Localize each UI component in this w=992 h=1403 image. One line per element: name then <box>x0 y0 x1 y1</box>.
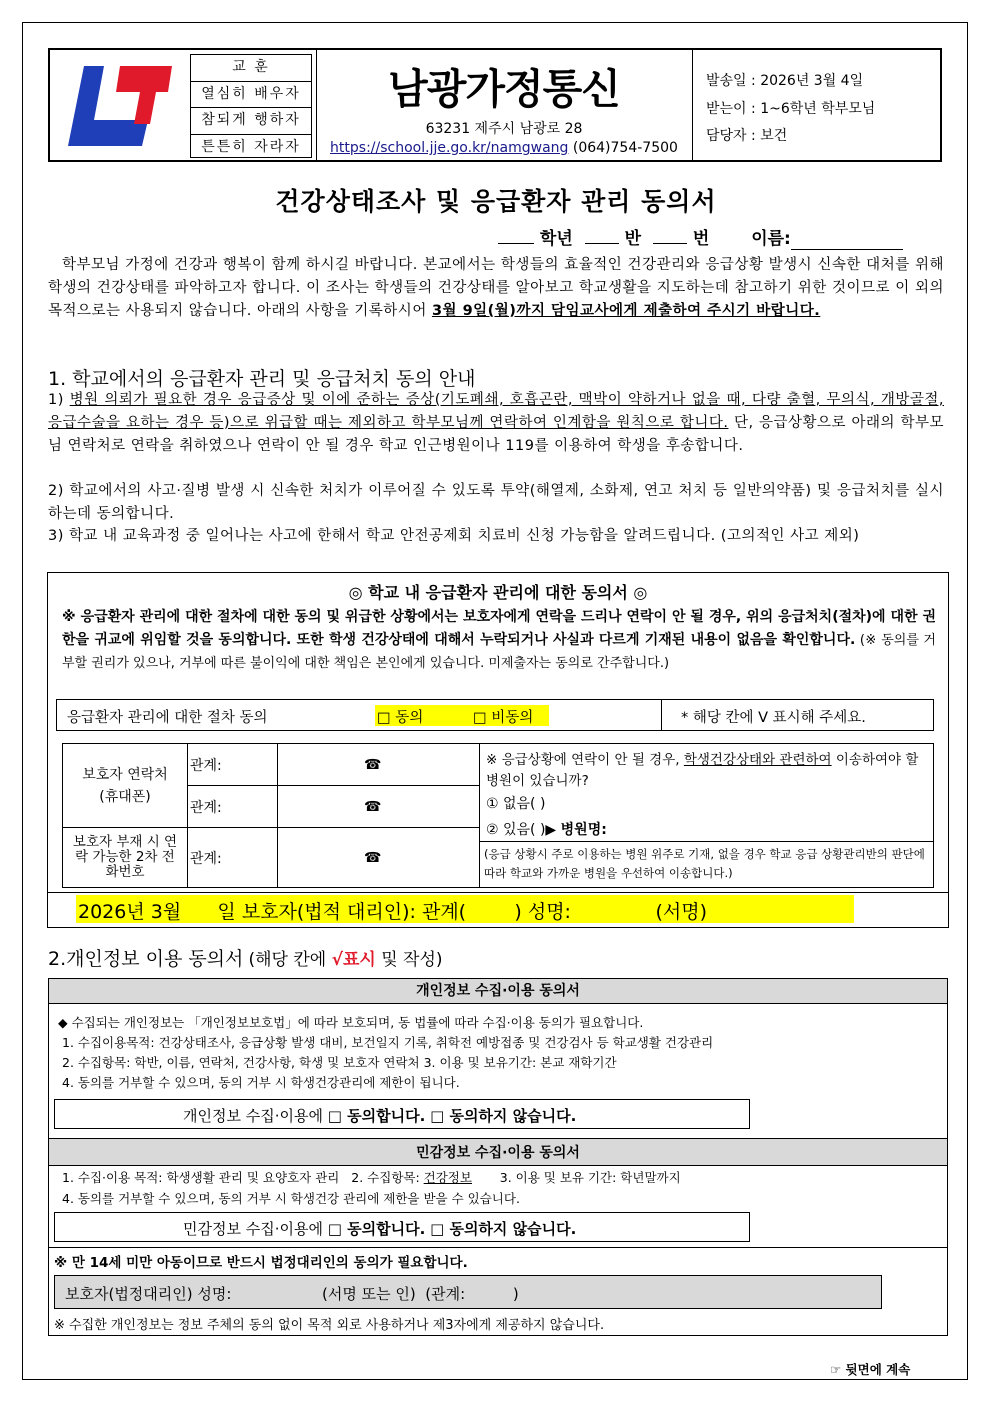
sensitive-consent-row <box>54 1212 750 1242</box>
school-url-link[interactable]: https://school.jje.go.kr/namgwang <box>330 140 569 156</box>
motto-line: 열심히 배우자 <box>191 82 311 109</box>
motto-line: 참되게 행하자 <box>191 108 311 135</box>
privacy-agree-checkbox[interactable]: □ 동의합니다. <box>327 1107 426 1125</box>
section1-item1: 1) 병원 의뢰가 필요한 경우 응급증상 및 이에 준하는 증상(기도폐쇄, 호흡곤란, 맥박이 약하거나 없을 때, 다량 출혈, 무의식, 개방골절, 응급수술을 요하는 경우 등)으로 위급할 때는 제외하고 학부모님께 연락하여 인계함을 원칙으로 합니다. 단, 응급상황으로 아래의 학부모님 연락처로 연락을 취하였으나 연락이 안 될 경우 학교 인근병원이나 119를 이용하여 학생을 후송합니다. <box>48 392 944 454</box>
relation-field[interactable]: 관계: <box>188 786 278 828</box>
sensitive-title: 민감정보 수집·이용 동의서 <box>49 1139 947 1166</box>
intro-paragraph: 학부모님 가정에 건강과 행복이 함께 하시길 바랍니다. 본교에서는 학생들의 효율적인 건강관리와 응급상황 발생시 신속한 대처를 위해 학생의 건강상태를 파악하고자 합니다. 이 조사는 학생들의 건강상태를 알아보고 학교생활을 지도하는데 참고하기 위한 것이므로 이 외의 목적으로는 사용되지 않습니다. 아래의 사항을 기록하시어 3월 9일(월)까지 담임교사에게 제출하여 주시기 바랍니다. <box>48 257 944 319</box>
privacy-consent-label: 개인정보 수집·이용에 <box>183 1107 323 1125</box>
school-address: 63231 제주시 남광로 28 <box>425 121 583 137</box>
sensitive-disagree-checkbox[interactable]: □ 동의하지 않습니다. <box>430 1220 577 1238</box>
consent-notice: ※ 응급환자 관리에 대한 절차에 대한 동의 및 위급한 상황에서는 보호자에게 연락을 드리나 연락이 안 될 경우, 위의 응급처치(절차)에 대한 권한을 귀교에 위임할 것을 동의합니다. 또한 학생 건강상태에 대해서 누락되거나 사실과 다르게 기재된 내용이 없음을 확인합니다. (※ 동의를 거부할 권리가 있으나, 거부에 따른 불이익에 대한 책임은 본인에게 있습니다. 미제출자는 동의로 간주합니다.) <box>62 609 936 671</box>
deadline-text: 3월 9일(월)까지 담임교사에게 제출하여 주시기 바랍니다. <box>431 303 821 319</box>
mark-hint: * 해당 칸에 V 표시해 주세요. <box>681 710 866 726</box>
guardian-contact-cell: 보호자 연락처 (휴대폰) <box>63 744 188 828</box>
motto-title: 교 훈 <box>191 55 311 82</box>
school-phone: (064)754-7500 <box>572 140 678 156</box>
section1-item2: 2) 학교에서의 사고·질병 발생 시 신속한 처치가 이루어질 수 있도록 투약(해열제, 소화제, 연고 처치 등 일반의약품) 및 응급처치를 실시하는데 동의합니다. <box>48 483 944 522</box>
name-field[interactable] <box>791 229 903 250</box>
recipient: 받는이 : 1~6학년 학부모님 <box>706 101 876 117</box>
sensitive-agree-checkbox[interactable]: □ 동의합니다. <box>327 1220 426 1238</box>
hospital-question: ※ 응급상황에 연락이 안 될 경우, 학생건강상태와 관련하여 이송하여야 할 병원이 있습니까? <box>486 752 919 789</box>
guardian-signature-row[interactable] <box>54 1275 882 1309</box>
section1-item3: 3) 학교 내 교육과정 중 일어나는 사고에 한해서 학교 안전공제회 치료비 신청 가능함을 알려드립니다. (고의적인 사고 제외) <box>48 528 860 544</box>
guardian-sign-line[interactable]: 2026년 3월 일 보호자(법적 대리인): 관계( ) 성명: (서명) <box>78 901 708 923</box>
motto-line: 튼튼히 자라자 <box>201 138 301 155</box>
hospital-option-none[interactable]: ① 없음( ) <box>486 796 546 812</box>
phone-icon[interactable]: ☎ <box>278 786 480 828</box>
continue-note: ☞ 뒷면에 계속 <box>830 1362 911 1377</box>
relation-field[interactable]: 관계: <box>188 828 278 888</box>
agree-checkbox[interactable]: □ 동의 <box>377 710 424 726</box>
privacy-title: 개인정보 수집·이용 동의서 <box>49 979 947 1004</box>
name-label: 이름: <box>751 229 791 249</box>
contact-table <box>62 743 480 888</box>
hospital-name-label: 병원명: <box>560 822 607 838</box>
newsletter-title: 남광가정통신 <box>388 65 620 113</box>
newsletter-header <box>48 48 942 162</box>
student-info-line <box>498 224 903 250</box>
document-title: 건강상태조사 및 응급환자 관리 동의서 <box>275 187 717 216</box>
procedure-consent-row <box>56 699 934 731</box>
privacy-disagree-checkbox[interactable]: □ 동의하지 않습니다. <box>430 1107 577 1125</box>
section1-heading: 1. 학교에서의 응급환자 관리 및 응급처치 동의 안내 <box>48 368 476 390</box>
disagree-checkbox[interactable]: □ 비동의 <box>473 710 534 726</box>
section2-heading: 2.개인정보 이용 동의서 (해당 칸에 √표시 및 작성) <box>48 948 443 970</box>
minor-notice: ※ 만 14세 미만 아동이므로 반드시 법정대리인의 동의가 필요합니다. <box>54 1255 468 1271</box>
privacy-consent-row <box>54 1099 750 1129</box>
phone-icon[interactable]: ☎ <box>278 828 480 888</box>
procedure-label: 응급환자 관리에 대한 절차 동의 <box>67 710 268 726</box>
grade-label: 학년 <box>539 229 573 249</box>
phone-icon[interactable]: ☎ <box>278 744 480 786</box>
relation-field[interactable]: 관계: <box>188 744 278 786</box>
sensitive-details: 1. 수집·이용 목적: 학생생활 관리 및 요양호자 관리 2. 수집항목: 건강정보 3. 이용 및 보유 기간: 학년말까지 4. 동의를 거부할 수 있으며, 동의 거부 시 학생건강 관리에 제한을 받을 수 있습니다. <box>62 1170 681 1206</box>
hospital-note: (응급 상황시 주로 이용하는 병원 위주로 기재, 없을 경우 학교 응급 상황관리반의 판단에 따라 학교와 가까운 병원을 우선하여 이송합니다.) <box>484 847 925 880</box>
school-contact <box>318 140 690 156</box>
guardian-signature-text: 보호자(법정대리인) 성명: (서명 또는 인) (관계: ) <box>65 1285 519 1303</box>
privacy-details: ◆ 수집되는 개인정보는 「개인정보보호법」에 따라 보호되며, 동 법률에 따라 수집·이용 동의가 필요합니다. 1. 수집이용목적: 건강상태조사, 응급상황 발생 대비, 보건일지 기록, 취학전 예방접종 및 건강검사 등 학교생활 건강관리 2. 수집항목: 학반, 이름, 연락처, 건강사항, 학생 및 보호자 연락처 3. 이용 및 보유기간: 본교 재학기간 4. 동의를 거부할 수 있으며, 동의 거부 시 학생건강관리에 제한이 됩니다. <box>58 1015 714 1090</box>
second-contact-label: 보호자 부재 시 연락 가능한 2차 전화번호 <box>63 828 188 888</box>
school-logo-icon <box>60 62 178 150</box>
hospital-option-yes[interactable]: ② 있음( )▶ 병원명: <box>486 822 607 838</box>
issue-date: 발송일 : 2026년 3월 4일 <box>706 73 864 89</box>
class-label: 반 <box>624 229 642 249</box>
hospital-question-box <box>480 743 934 888</box>
privacy-footer-notice: ※ 수집한 개인정보는 정보 주체의 동의 없이 목적 외로 사용하거나 제3자에게 제공하지 않습니다. <box>54 1318 605 1333</box>
person-in-charge: 담당자 : 보건 <box>706 128 788 144</box>
sensitive-consent-label: 민감정보 수집·이용에 <box>183 1220 323 1238</box>
consent-box-title: ◎ 학교 내 응급환자 관리에 대한 동의서 ◎ <box>348 583 648 602</box>
school-motto <box>190 54 312 158</box>
number-label: 번 <box>692 229 710 249</box>
